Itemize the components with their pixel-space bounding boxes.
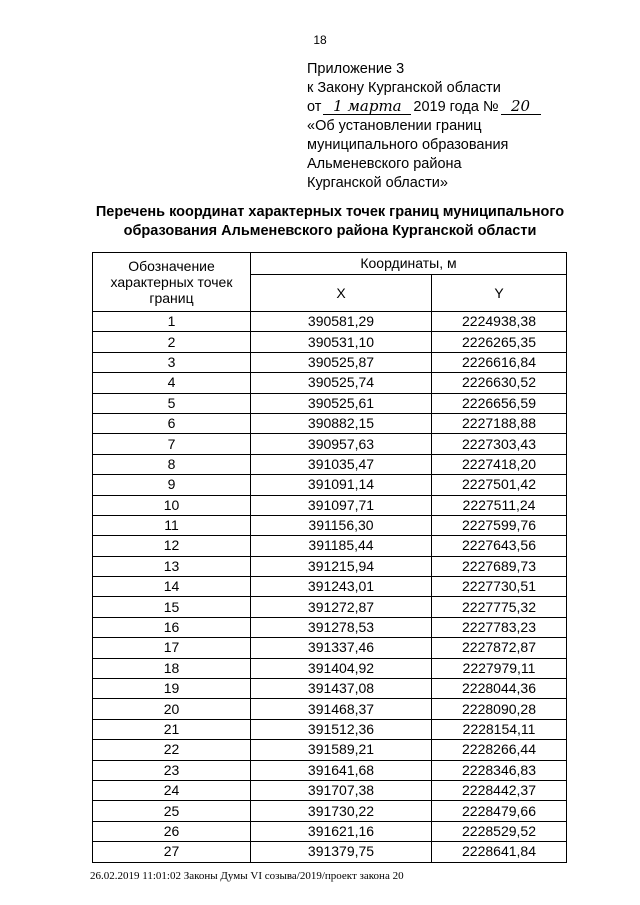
table-row bbox=[93, 352, 567, 372]
table-row bbox=[93, 780, 567, 800]
x-coordinate-cell: 391437,08 bbox=[251, 679, 432, 699]
document-title bbox=[40, 203, 620, 241]
x-coordinate-cell: 391621,16 bbox=[251, 821, 432, 841]
point-number-cell: 1 bbox=[93, 312, 251, 332]
y-coordinate-cell: 2227501,42 bbox=[432, 475, 567, 495]
table-row bbox=[93, 597, 567, 617]
appendix-title: Приложение 3 bbox=[307, 61, 405, 77]
x-coordinate-cell: 391091,14 bbox=[251, 475, 432, 495]
x-coordinate-cell: 391468,37 bbox=[251, 699, 432, 719]
y-coordinate-cell: 2228044,36 bbox=[432, 679, 567, 699]
coordinates-table bbox=[92, 252, 567, 863]
table-row bbox=[93, 760, 567, 780]
point-number-cell: 25 bbox=[93, 801, 251, 821]
table-row bbox=[93, 658, 567, 678]
table-row bbox=[93, 373, 567, 393]
table-row bbox=[93, 312, 567, 332]
y-coordinate-cell: 2227418,20 bbox=[432, 454, 567, 474]
table-row bbox=[93, 413, 567, 433]
table-row bbox=[93, 556, 567, 576]
x-coordinate-cell: 391035,47 bbox=[251, 454, 432, 474]
point-number-cell: 27 bbox=[93, 842, 251, 862]
x-coordinate-cell: 391243,01 bbox=[251, 577, 432, 597]
y-coordinate-cell: 2226630,52 bbox=[432, 373, 567, 393]
table-row bbox=[93, 495, 567, 515]
point-number-cell: 13 bbox=[93, 556, 251, 576]
header-coordinates: Координаты, м bbox=[251, 253, 567, 275]
law-name-line-4: Курганской области» bbox=[307, 175, 448, 191]
y-coordinate-cell: 2227188,88 bbox=[432, 413, 567, 433]
x-coordinate-cell: 390525,87 bbox=[251, 352, 432, 372]
table-row bbox=[93, 821, 567, 841]
y-coordinate-cell: 2227775,32 bbox=[432, 597, 567, 617]
y-coordinate-cell: 2227303,43 bbox=[432, 434, 567, 454]
point-number-cell: 19 bbox=[93, 679, 251, 699]
point-number-cell: 6 bbox=[93, 413, 251, 433]
y-coordinate-cell: 2227599,76 bbox=[432, 515, 567, 535]
title-line-2: образования Альменевского района Курганской области bbox=[123, 223, 537, 239]
point-number-cell: 18 bbox=[93, 658, 251, 678]
y-coordinate-cell: 2228090,28 bbox=[432, 699, 567, 719]
point-number-cell: 9 bbox=[93, 475, 251, 495]
table-row bbox=[93, 699, 567, 719]
point-number-cell: 23 bbox=[93, 760, 251, 780]
point-number-cell: 5 bbox=[93, 393, 251, 413]
y-coordinate-cell: 2227872,87 bbox=[432, 638, 567, 658]
table-row bbox=[93, 842, 567, 862]
y-coordinate-cell: 2227643,56 bbox=[432, 536, 567, 556]
law-name-line-1: «Об установлении границ bbox=[307, 118, 482, 134]
appendix-date-line bbox=[307, 98, 543, 117]
x-coordinate-cell: 390581,29 bbox=[251, 312, 432, 332]
x-coordinate-cell: 391730,22 bbox=[251, 801, 432, 821]
appendix-law-reference: к Закону Курганской области bbox=[307, 80, 501, 96]
point-number-cell: 2 bbox=[93, 332, 251, 352]
x-coordinate-cell: 390882,15 bbox=[251, 413, 432, 433]
table-row bbox=[93, 515, 567, 535]
title-line-1: Перечень координат характерных точек границ муниципального bbox=[95, 204, 565, 220]
point-number-cell: 24 bbox=[93, 780, 251, 800]
header-point-designation: Обозначение характерных точек границ bbox=[93, 253, 251, 312]
table-row bbox=[93, 679, 567, 699]
table-row bbox=[93, 475, 567, 495]
date-prefix: от bbox=[307, 99, 322, 115]
point-number-cell: 15 bbox=[93, 597, 251, 617]
point-number-cell: 10 bbox=[93, 495, 251, 515]
y-coordinate-cell: 2226656,59 bbox=[432, 393, 567, 413]
table-row bbox=[93, 617, 567, 637]
y-coordinate-cell: 2224938,38 bbox=[432, 312, 567, 332]
x-coordinate-cell: 391707,38 bbox=[251, 780, 432, 800]
table-row bbox=[93, 638, 567, 658]
y-coordinate-cell: 2227730,51 bbox=[432, 577, 567, 597]
footer-file-stamp: 26.02.2019 11:01:02 Законы Думы VI созыва/2019/проект закона 20 bbox=[90, 870, 404, 882]
x-coordinate-cell: 390525,74 bbox=[251, 373, 432, 393]
point-number-cell: 16 bbox=[93, 617, 251, 637]
point-number-cell: 20 bbox=[93, 699, 251, 719]
x-coordinate-cell: 391641,68 bbox=[251, 760, 432, 780]
y-coordinate-cell: 2227511,24 bbox=[432, 495, 567, 515]
table-row bbox=[93, 393, 567, 413]
point-number-cell: 12 bbox=[93, 536, 251, 556]
y-coordinate-cell: 2227689,73 bbox=[432, 556, 567, 576]
point-number-cell: 7 bbox=[93, 434, 251, 454]
table-row bbox=[93, 332, 567, 352]
y-coordinate-cell: 2228346,83 bbox=[432, 760, 567, 780]
point-number-cell: 4 bbox=[93, 373, 251, 393]
point-number-cell: 26 bbox=[93, 821, 251, 841]
x-coordinate-cell: 391156,30 bbox=[251, 515, 432, 535]
y-coordinate-cell: 2226616,84 bbox=[432, 352, 567, 372]
handwritten-law-number: 20 bbox=[501, 99, 541, 115]
y-coordinate-cell: 2228154,11 bbox=[432, 719, 567, 739]
table-row bbox=[93, 454, 567, 474]
y-coordinate-cell: 2228641,84 bbox=[432, 842, 567, 862]
x-coordinate-cell: 390525,61 bbox=[251, 393, 432, 413]
point-number-cell: 21 bbox=[93, 719, 251, 739]
x-coordinate-cell: 391272,87 bbox=[251, 597, 432, 617]
x-coordinate-cell: 390957,63 bbox=[251, 434, 432, 454]
x-coordinate-cell: 390531,10 bbox=[251, 332, 432, 352]
x-coordinate-cell: 391589,21 bbox=[251, 740, 432, 760]
law-name-line-2: муниципального образования bbox=[307, 137, 509, 153]
point-number-cell: 17 bbox=[93, 638, 251, 658]
page-number: 18 bbox=[313, 33, 327, 47]
point-number-cell: 8 bbox=[93, 454, 251, 474]
table-row bbox=[93, 740, 567, 760]
table-row bbox=[93, 434, 567, 454]
x-coordinate-cell: 391379,75 bbox=[251, 842, 432, 862]
point-number-cell: 22 bbox=[93, 740, 251, 760]
y-coordinate-cell: 2227979,11 bbox=[432, 658, 567, 678]
x-coordinate-cell: 391278,53 bbox=[251, 617, 432, 637]
handwritten-date: 1 марта bbox=[323, 99, 411, 115]
header-y: Y bbox=[432, 275, 567, 312]
y-coordinate-cell: 2228442,37 bbox=[432, 780, 567, 800]
x-coordinate-cell: 391185,44 bbox=[251, 536, 432, 556]
law-name-line-3: Альменевского района bbox=[307, 156, 462, 172]
y-coordinate-cell: 2228266,44 bbox=[432, 740, 567, 760]
y-coordinate-cell: 2228529,52 bbox=[432, 821, 567, 841]
table-body bbox=[93, 312, 567, 863]
x-coordinate-cell: 391215,94 bbox=[251, 556, 432, 576]
x-coordinate-cell: 391097,71 bbox=[251, 495, 432, 515]
x-coordinate-cell: 391512,36 bbox=[251, 719, 432, 739]
x-coordinate-cell: 391337,46 bbox=[251, 638, 432, 658]
x-coordinate-cell: 391404,92 bbox=[251, 658, 432, 678]
point-number-cell: 3 bbox=[93, 352, 251, 372]
point-number-cell: 14 bbox=[93, 577, 251, 597]
year-text: 2019 года № bbox=[413, 99, 499, 115]
y-coordinate-cell: 2226265,35 bbox=[432, 332, 567, 352]
header-x: X bbox=[251, 275, 432, 312]
point-number-cell: 11 bbox=[93, 515, 251, 535]
table-row bbox=[93, 801, 567, 821]
y-coordinate-cell: 2228479,66 bbox=[432, 801, 567, 821]
table-row bbox=[93, 577, 567, 597]
y-coordinate-cell: 2227783,23 bbox=[432, 617, 567, 637]
table-row bbox=[93, 536, 567, 556]
table-row bbox=[93, 719, 567, 739]
appendix-header bbox=[307, 60, 543, 193]
